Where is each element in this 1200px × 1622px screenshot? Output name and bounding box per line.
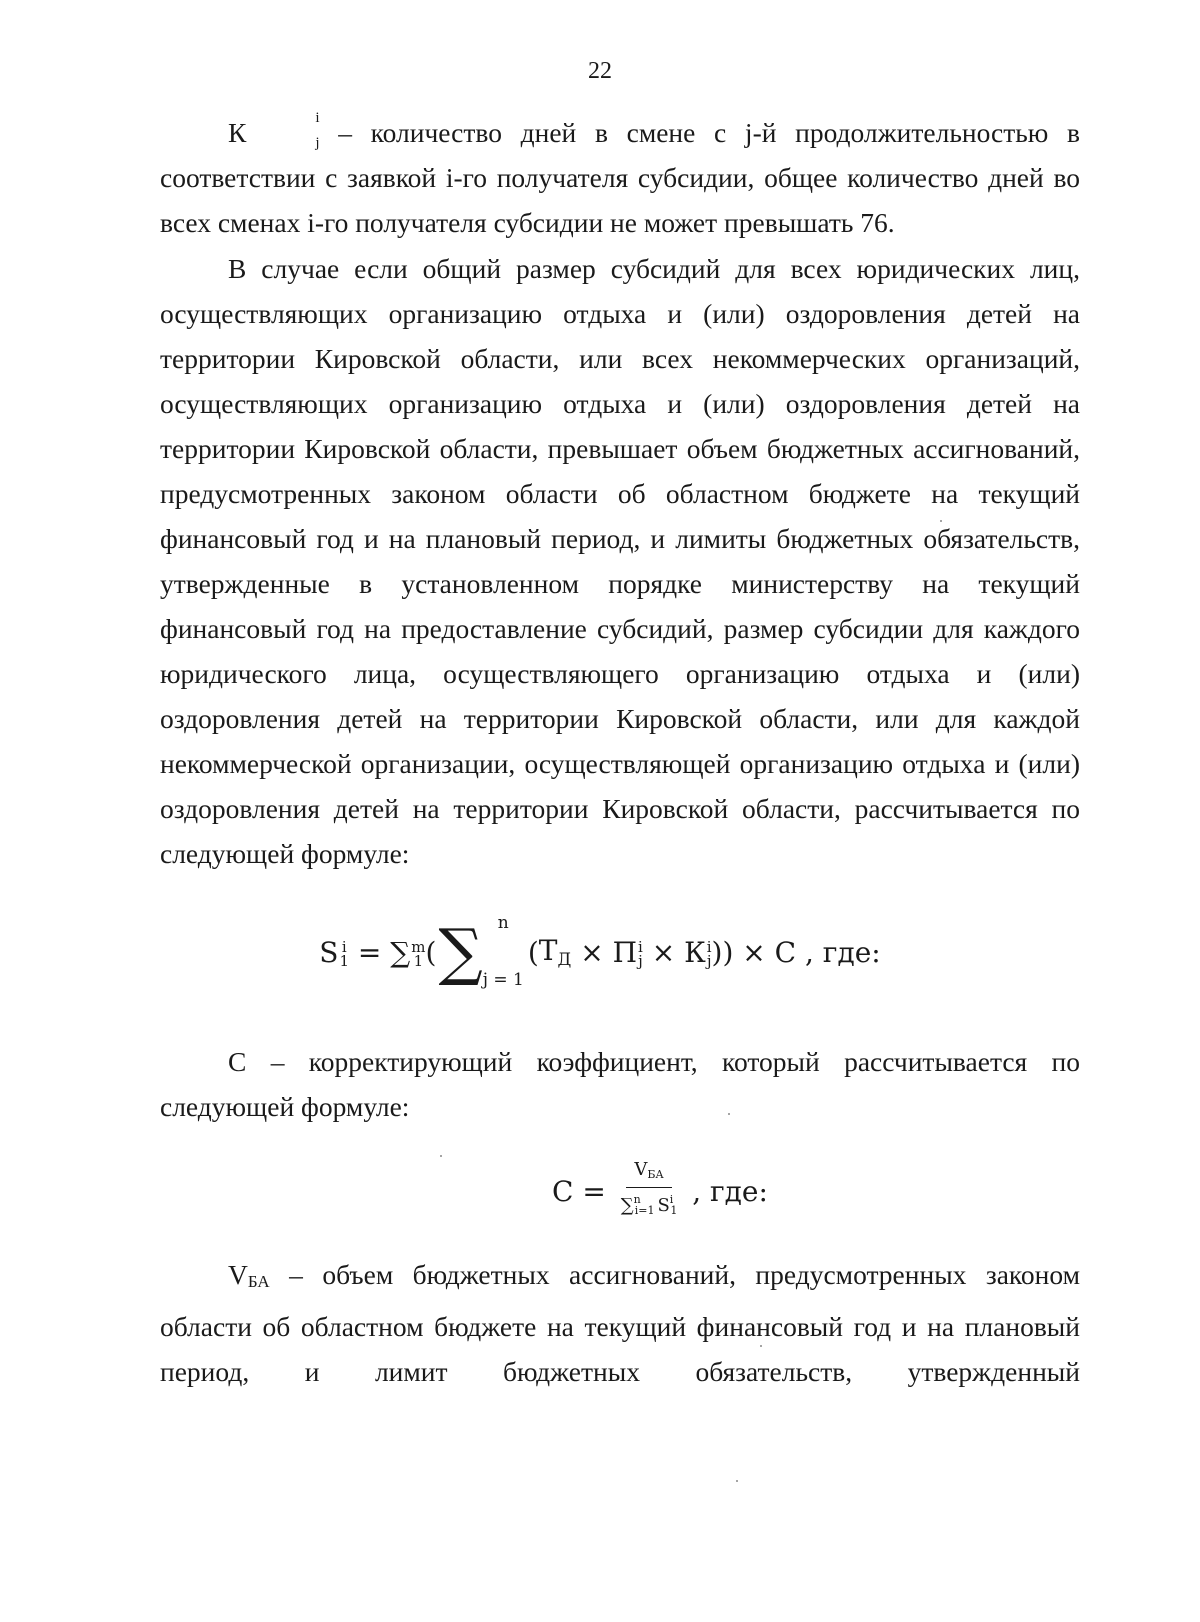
formula-subsidy [0,915,1200,1005]
small-sum: ∑ m 1 [390,935,426,970]
paragraph-kij-definition [160,110,1080,245]
formula-p: П i j [612,935,643,970]
scan-speck [440,1155,442,1157]
big-sum-limits: n j = 1 [482,913,524,990]
formula-s: S i 1 [319,935,349,970]
scan-speck [728,1113,730,1115]
paragraph-vba-definition [160,1252,1080,1394]
big-sum: ∑ [438,915,483,988]
equals-sign: = [573,1174,615,1208]
times-sign: × [571,935,613,969]
times-sign: × [642,935,685,969]
paragraph-text: С – корректирующий коэффициент, который рассчитывается по следующей формуле: [160,1046,1080,1122]
paragraph-text: В случае если общий размер субсидий для всех юридических лиц, осуществляющих организацию отдыха и (или) оздоровления детей на территории Кировской области, или всех некоммерческих организаций, осуществляющих организацию отдыха и (или) оздоровления детей на территории Кировской области, превышает объем бюджетных ассигнований, предусмотренных законом области об областном бюджете на текущий финансовый год и на плановый период, и лимиты бюджетных обязательств, утвержденные в установленном порядке министерству на текущий финансовый год на предоставление субсидий, размер субсидии для каждого юридического лица, осуществляющего организацию отдыха и (или) оздоровления детей на территории Кировской области, или для каждой некоммерческой организации, осуществляющей организацию отдыха и (или) оздоровления детей на территории Кировской области, рассчитывается по следующей формуле: [160,253,1080,869]
fraction [621,1160,678,1222]
fraction-denominator: ∑$^n$i=1 $S^i1$ [620,1193,678,1217]
paragraph-subsidy-rule [160,246,1080,876]
fraction-numerator: VБА [626,1160,671,1188]
symbol-vba: VБА [228,1259,270,1291]
equals-sign: = [349,935,391,969]
paragraph-coefficient [160,1039,1080,1129]
scan-speck [940,520,942,522]
formula-c: C [552,1174,574,1208]
scan-speck [736,1480,738,1482]
page-number: 22 [588,58,612,84]
formula-tail: , где: [796,935,881,969]
paren-inner-open: ( [527,935,539,969]
paren-close: )) [711,935,734,969]
formula-t: ТД [538,934,572,970]
times-sign: × [733,935,775,969]
formula-k: К i j [684,935,712,970]
formula-tail: , где: [683,1174,768,1208]
paragraph-text: – количество дней в смене с j-й продолжительностью в соответствии с заявкой i-го получателя субсидии, общее количество дней во всех сменах i-го получателя субсидии не может превышать 76. [160,117,1080,238]
scan-speck [760,1345,762,1347]
formula-coefficient [0,1160,1200,1220]
formula-c: C [774,935,797,969]
paragraph-text: – объем бюджетных ассигнований, предусмотренных законом области об областном бюджете на текущий финансовый год и на плановый период, и лимит бюджетных обязательств, утвержденный [160,1259,1080,1387]
symbol-k: К i j [228,109,320,152]
paren-open: ( [425,935,437,969]
